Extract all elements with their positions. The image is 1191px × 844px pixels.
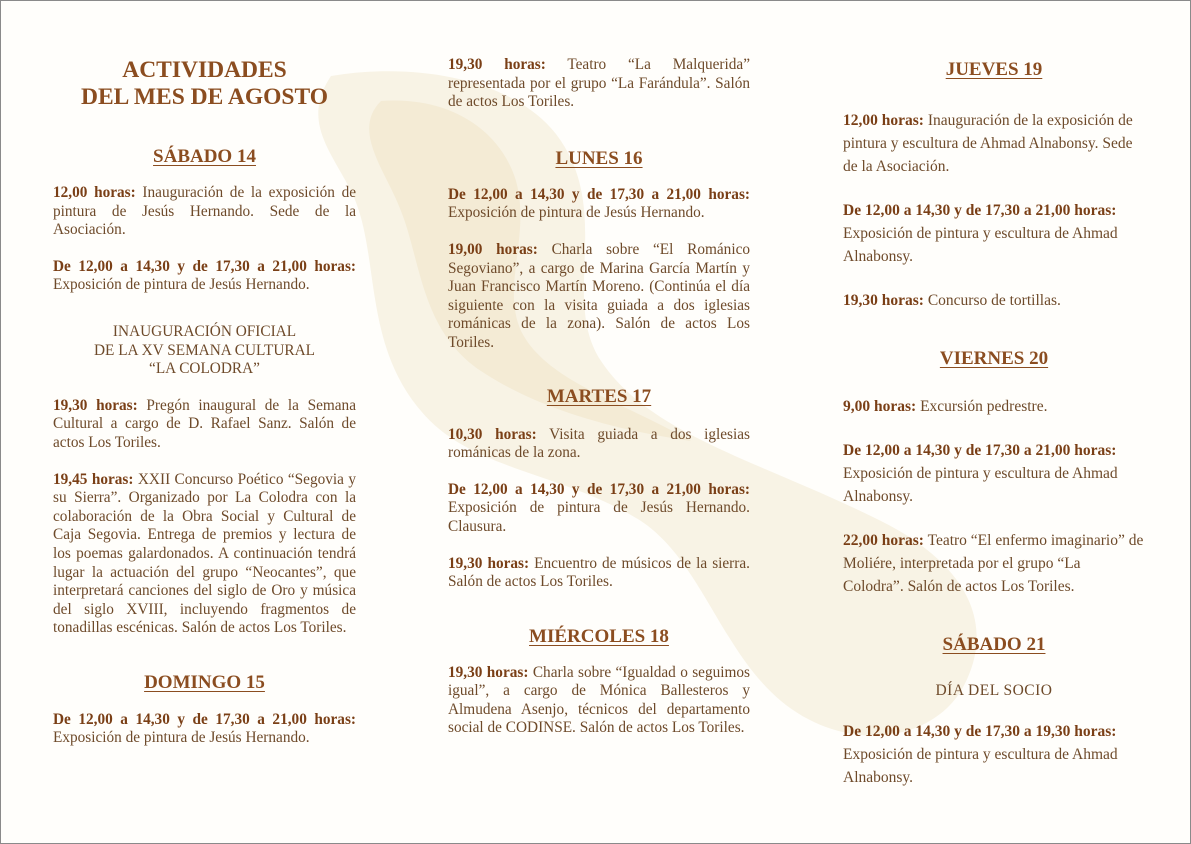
event-description: Excursión pedrestre. [920, 398, 1048, 415]
official-opening-line-3: “LA COLODRA” [149, 360, 260, 378]
event-paragraph [53, 258, 356, 295]
event-description: Exposición de pintura de Jesús Hernando. [53, 729, 310, 747]
event-paragraph [53, 471, 356, 638]
event-paragraph [843, 109, 1145, 178]
event-description: Inauguración de la exposición de pintura y escultura de Ahmad Alnabonsy. Sede de la Asociación. [843, 112, 1133, 175]
event-paragraph [843, 529, 1145, 598]
event-time: 12,00 horas: [843, 112, 924, 129]
event-description: Inauguración de la exposición de pintura de Jesús Hernando. Sede de la Asociación. [53, 184, 357, 239]
day-heading-sabado-14: SÁBADO 14 [153, 146, 256, 167]
event-paragraph [448, 56, 750, 112]
event-time: De 12,00 a 14,30 y de 17,30 a 21,00 horas: [843, 202, 1117, 219]
event-time: De 12,00 a 14,30 y de 17,30 a 21,00 horas: [53, 257, 356, 275]
event-paragraph [53, 397, 356, 453]
event-description: Exposición de pintura de Jesús Hernando. [53, 276, 310, 294]
column-1 [53, 1, 356, 748]
event-paragraph [53, 711, 356, 748]
event-time: De 12,00 a 14,30 y de 17,30 a 21,00 horas: [448, 185, 750, 203]
event-time: De 12,00 a 14,30 y de 17,30 a 21,00 horas: [448, 480, 750, 498]
official-opening-block [53, 323, 356, 379]
main-title-line-1: ACTIVIDADES [122, 57, 287, 83]
dia-del-socio-label: DÍA DEL SOCIO [935, 682, 1053, 699]
event-time: De 12,00 a 14,30 y de 17,30 a 21,00 horas: [53, 710, 356, 728]
day-heading-domingo-15: DOMINGO 15 [144, 671, 265, 693]
event-paragraph [843, 199, 1145, 268]
official-opening-line-1: INAUGURACIÓN OFICIAL [112, 322, 297, 340]
event-paragraph [448, 555, 750, 592]
event-time: 19,00 horas: [448, 240, 538, 258]
event-description: Exposición de pintura y escultura de Ahmad Alnabonsy. [843, 746, 1118, 786]
event-description: Charla sobre “Igualdad o seguimos igual”, a cargo de Mónica Ballesteros y Almudena Asenjo, técnicos del departamento social de CODINSE. Salón de actos Los Toriles. [448, 663, 751, 737]
day-heading-martes-17: MARTES 17 [546, 385, 652, 407]
event-paragraph [843, 395, 1145, 418]
event-paragraph [448, 186, 750, 223]
main-title [53, 57, 356, 111]
event-paragraph [448, 664, 750, 738]
event-description: Exposición de pintura y escultura de Ahmad Alnabonsy. [843, 465, 1118, 505]
event-description: Teatro “La Malquerida” representada por el grupo “La Farándula”. Salón de actos Los Toriles. [448, 56, 750, 111]
event-time: De 12,00 a 14,30 y de 17,30 a 21,00 horas: [843, 442, 1117, 459]
event-paragraph [448, 241, 750, 353]
event-time: 19,30 horas: [448, 663, 529, 681]
event-time: 19,30 horas: [448, 56, 546, 73]
event-paragraph [843, 439, 1145, 508]
day-heading-viernes-20: VIERNES 20 [939, 348, 1049, 369]
day-heading-miercoles-18: MIÉRCOLES 18 [529, 625, 669, 647]
event-paragraph [448, 481, 750, 537]
column-3 [843, 1, 1145, 789]
event-time: 12,00 horas: [53, 184, 136, 201]
event-description: Exposición de pintura y escultura de Ahmad Alnabonsy. [843, 225, 1118, 265]
event-paragraph [843, 720, 1145, 789]
day-heading-sabado-21: SÁBADO 21 [942, 634, 1046, 655]
day-heading-lunes-16: LUNES 16 [555, 147, 643, 169]
event-description: Concurso de tortillas. [927, 292, 1061, 309]
event-time: 22,00 horas: [843, 532, 924, 549]
event-description: Exposición de pintura de Jesús Hernando. [448, 204, 705, 222]
day-heading-jueves-19: JUEVES 19 [945, 59, 1043, 80]
official-opening-line-2: DE LA XV SEMANA CULTURAL [94, 341, 315, 359]
event-description: Charla sobre “El Románico Segoviano”, a cargo de Marina García Martín y Juan Francisco Martín Moreno. (Continúa el día siguiente con la visita guiada a dos iglesias románicas de la zona). Salón de actos Los Toriles. [448, 240, 751, 351]
event-time: 19,30 horas: [448, 554, 530, 572]
event-description: Teatro “El enfermo imaginario” de Moliére, interpretada por el grupo “La Colodra”. Salón de actos Los Toriles. [843, 532, 1144, 595]
event-description: XXII Concurso Poético “Segovia y su Sierra”. Organizado por La Colodra con la colaboración de la Obra Social y Cultural de Caja Segovia. Entrega de premios y lectura de los poemas galardonados. A continuación tendrá lugar la actuación del grupo “Neocantes”, que interpretará canciones del siglo de Oro y música del siglo XVIII, incluyendo fragmentos de tonadillas escénicas. Salón de actos Los Toriles. [53, 470, 356, 637]
event-paragraph [448, 426, 750, 463]
event-paragraph [53, 184, 356, 240]
event-time: 9,00 horas: [843, 398, 917, 415]
event-time: 19,30 horas: [843, 292, 924, 309]
event-description: Exposición de pintura de Jesús Hernando. Clausura. [448, 499, 750, 535]
column-2 [448, 1, 750, 738]
event-time: 19,30 horas: [53, 396, 138, 414]
event-time: 19,45 horas: [53, 470, 134, 488]
event-time: 10,30 horas: [448, 425, 537, 443]
event-description: Pregón inaugural de la Semana Cultural a cargo de D. Rafael Sanz. Salón de actos Los Toriles. [53, 396, 356, 451]
event-description: Encuentro de músicos de la sierra. Salón de actos Los Toriles. [448, 554, 750, 591]
event-time: De 12,00 a 14,30 y de 17,30 a 19,30 horas: [843, 723, 1117, 740]
event-description: Visita guiada a dos iglesias románicas de la zona. [448, 425, 750, 462]
event-paragraph [843, 289, 1145, 312]
main-title-line-2: DEL MES DE AGOSTO [80, 84, 329, 110]
